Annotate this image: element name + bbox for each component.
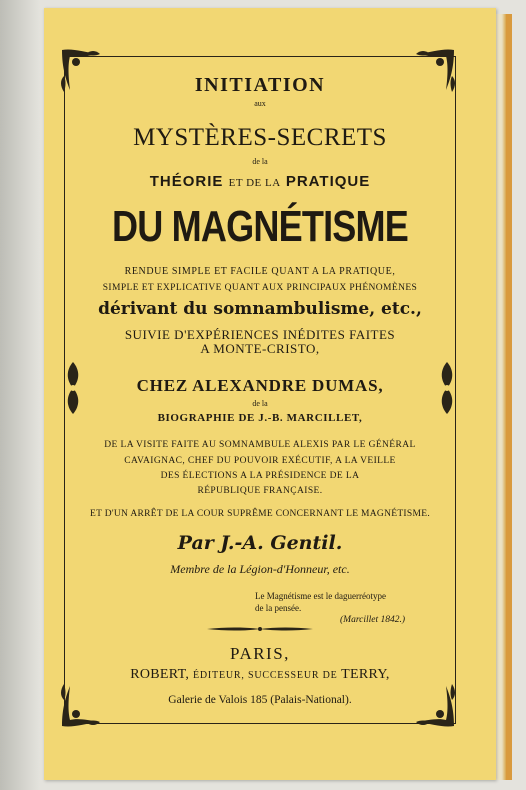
subtitle-monte-cristo: A MONTE-CRISTO,	[200, 341, 320, 356]
divider-rule-icon	[205, 626, 315, 632]
subtitle-simple: SIMPLE ET EXPLICATIVE QUANT AUX PRINCIPAUX PHÉNOMÈNES	[102, 283, 418, 293]
epigraph-line-2: de la pensée.	[255, 603, 302, 613]
imprint-city: PARIS,	[230, 644, 290, 663]
imprint-publisher	[64, 667, 456, 683]
epigraph-line-1: Le Magnétisme est le daguerréotype	[255, 591, 386, 601]
epigraph-source: (Marcillet 1842.)	[340, 615, 406, 625]
subtitle-rendue: RENDUE SIMPLE ET FACILE QUANT A LA PRATIQUE,	[124, 266, 396, 277]
arret-line: ET D'UN ARRÊT DE LA COUR SUPRÊME CONCERNANT LE MAGNÉTISME.	[89, 509, 431, 519]
word-et-de-la: ET DE LA	[228, 177, 281, 189]
title-magnetisme: DU MAGNÉTISME	[111, 202, 409, 251]
connector-de-la: de la	[252, 157, 268, 166]
subtitle-dumas: CHEZ ALEXANDRE DUMAS,	[136, 376, 384, 395]
subtitle-derivant: dérivant du somnambulisme, etc.,	[98, 299, 422, 319]
visite-line-4: RÉPUBLIQUE FRANÇAISE.	[197, 486, 323, 496]
publisher-role: ÉDITEUR, SUCCESSEUR DE	[193, 670, 338, 681]
page-edges	[496, 14, 506, 780]
publisher-name: ROBERT,	[130, 667, 190, 682]
connector-de-la-2: de la	[252, 399, 268, 408]
word-pratique: PRATIQUE	[285, 173, 371, 190]
subtitle-suivie: SUIVIE D'EXPÉRIENCES INÉDITES FAITES	[124, 327, 396, 342]
visite-line-1: DE LA VISITE FAITE AU SOMNAMBULE ALEXIS PAR LE GÉNÉRAL	[104, 440, 416, 450]
visite-line-3: DES ÉLECTIONS A LA PRÉSIDENCE DE LA	[160, 471, 360, 481]
imprint-address: Galerie de Valois 185 (Palais-National).	[168, 694, 352, 706]
author-title: Membre de la Légion-d'Honneur, etc.	[170, 562, 350, 576]
word-theorie: THÉORIE	[149, 173, 224, 190]
title-theorie-line	[64, 173, 456, 190]
visite-line-2: CAVAIGNAC, CHEF DU POUVOIR EXÉCUTIF, A LA VEILLE	[124, 456, 396, 466]
author-name: Par J.-A. Gentil.	[177, 532, 343, 554]
publisher-successor: TERRY,	[341, 667, 390, 682]
page-shadow	[0, 0, 40, 790]
title-initiation: INITIATION	[194, 74, 326, 96]
subtitle-biographie: BIOGRAPHIE DE J.-B. MARCILLET,	[157, 412, 363, 424]
connector-aux: aux	[254, 99, 266, 108]
title-mysteres: MYSTÈRES-SECRETS	[133, 124, 387, 151]
binding-strip	[506, 14, 512, 780]
